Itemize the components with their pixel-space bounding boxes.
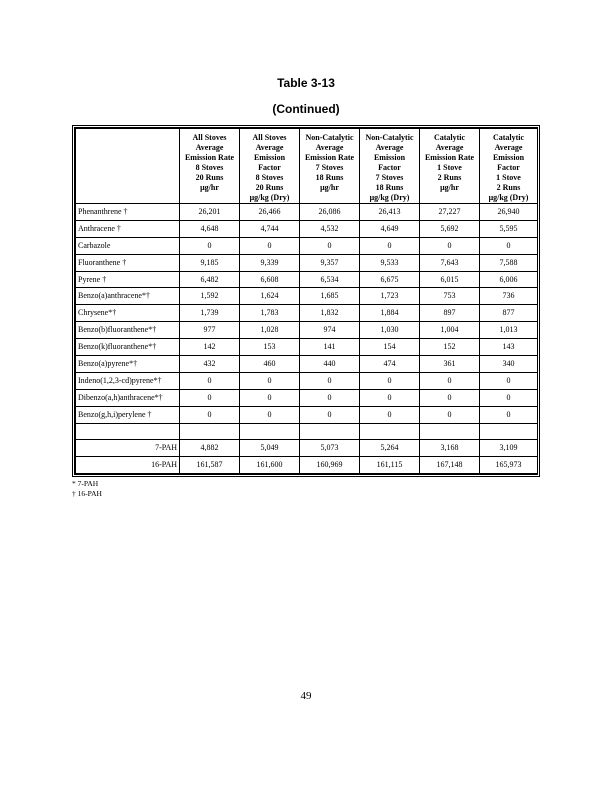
column-header-line: Average <box>494 143 523 152</box>
table-row <box>76 406 538 423</box>
value-cell: 6,015 <box>420 271 480 288</box>
value-cell: 4,648 <box>180 220 240 237</box>
column-header-2 <box>240 129 300 204</box>
column-header-line: μg/hr <box>320 183 339 192</box>
value-cell: 4,744 <box>240 220 300 237</box>
value-cell: 0 <box>360 406 420 423</box>
compound-name: Fluoranthene † <box>76 254 180 271</box>
value-cell: 1,592 <box>180 288 240 305</box>
value-cell: 6,006 <box>480 271 538 288</box>
column-header-line: 20 Runs <box>195 173 224 182</box>
value-cell: 974 <box>300 322 360 339</box>
blank-cell <box>360 423 420 440</box>
value-cell: 154 <box>360 339 420 356</box>
column-header-line: Emission Rate <box>184 153 235 162</box>
value-cell: 0 <box>480 406 538 423</box>
emission-table <box>75 128 538 474</box>
value-cell: 4,882 <box>180 440 240 457</box>
value-cell: 0 <box>240 237 300 254</box>
column-header-line: 18 Runs <box>315 173 344 182</box>
column-header-line: Average <box>435 143 464 152</box>
column-header-line: 1 Stove <box>437 163 462 172</box>
table-row <box>76 356 538 373</box>
column-header-line: Factor <box>258 163 281 172</box>
table-row <box>76 389 538 406</box>
compound-name: Anthracene † <box>76 220 180 237</box>
table-row <box>76 254 538 271</box>
column-header-line: Catalytic <box>433 133 466 142</box>
total-label: 7-PAH <box>76 440 180 457</box>
compound-name: Benzo(a)anthracene*† <box>76 288 180 305</box>
value-cell: 736 <box>480 288 538 305</box>
compound-name: Benzo(a)pyrene*† <box>76 356 180 373</box>
column-header-line: 7 Stoves <box>375 173 404 182</box>
table-row <box>76 305 538 322</box>
value-cell: 5,049 <box>240 440 300 457</box>
column-header-4 <box>360 129 420 204</box>
table-subtitle: (Continued) <box>272 102 340 116</box>
data-table-container <box>72 125 540 477</box>
value-cell: 26,940 <box>480 204 538 221</box>
column-header-line: 8 Stoves <box>195 163 224 172</box>
value-cell: 0 <box>180 389 240 406</box>
table-row <box>76 288 538 305</box>
blank-cell <box>180 423 240 440</box>
value-cell: 4,649 <box>360 220 420 237</box>
value-cell: 0 <box>300 406 360 423</box>
column-header-1 <box>180 129 240 204</box>
column-header-line: 18 Runs <box>375 183 404 192</box>
value-cell: 474 <box>360 356 420 373</box>
column-header-line: Average <box>195 143 224 152</box>
total-row <box>76 440 538 457</box>
table-row <box>76 204 538 221</box>
value-cell: 143 <box>480 339 538 356</box>
value-cell: 1,004 <box>420 322 480 339</box>
value-cell: 9,357 <box>300 254 360 271</box>
value-cell: 977 <box>180 322 240 339</box>
blank-cell <box>480 423 538 440</box>
compound-name: Chrysene*† <box>76 305 180 322</box>
value-cell: 26,466 <box>240 204 300 221</box>
value-cell: 0 <box>420 372 480 389</box>
value-cell: 3,109 <box>480 440 538 457</box>
value-cell: 161,587 <box>180 457 240 474</box>
compound-name: Carbazole <box>76 237 180 254</box>
value-cell: 1,028 <box>240 322 300 339</box>
compound-name: Dibenzo(a,h)anthracene*† <box>76 389 180 406</box>
column-header-line: Average <box>375 143 404 152</box>
total-row <box>76 457 538 474</box>
value-cell: 26,086 <box>300 204 360 221</box>
column-header-line: 20 Runs <box>255 183 284 192</box>
value-cell: 27,227 <box>420 204 480 221</box>
value-cell: 3,168 <box>420 440 480 457</box>
column-header-line: Factor <box>497 163 520 172</box>
value-cell: 26,201 <box>180 204 240 221</box>
table-title: Table 3-13 <box>277 76 335 90</box>
blank-cell <box>76 423 180 440</box>
table-row <box>76 237 538 254</box>
value-cell: 6,675 <box>360 271 420 288</box>
value-cell: 6,608 <box>240 271 300 288</box>
column-header-line: 7 Stoves <box>315 163 344 172</box>
value-cell: 0 <box>240 389 300 406</box>
compound-name: Benzo(b)fluoranthene*† <box>76 322 180 339</box>
column-header-line: 2 Runs <box>496 183 521 192</box>
value-cell: 6,482 <box>180 271 240 288</box>
table-body <box>76 204 538 474</box>
blank-cell <box>420 423 480 440</box>
value-cell: 142 <box>180 339 240 356</box>
value-cell: 440 <box>300 356 360 373</box>
value-cell: 5,692 <box>420 220 480 237</box>
value-cell: 6,534 <box>300 271 360 288</box>
blank-cell <box>300 423 360 440</box>
page-number: 49 <box>300 690 312 702</box>
column-header-line: All Stoves <box>192 133 227 142</box>
value-cell: 0 <box>180 406 240 423</box>
value-cell: 26,413 <box>360 204 420 221</box>
spacer-row <box>76 423 538 440</box>
value-cell: 160,969 <box>300 457 360 474</box>
value-cell: 1,013 <box>480 322 538 339</box>
value-cell: 460 <box>240 356 300 373</box>
footnote-16pah: † 16-PAH <box>72 489 102 498</box>
value-cell: 0 <box>360 237 420 254</box>
column-header-line: Non-Catalytic <box>365 133 414 142</box>
column-header-line: μg/kg (Dry) <box>488 193 529 202</box>
column-header-line: 8 Stoves <box>255 173 284 182</box>
value-cell: 161,115 <box>360 457 420 474</box>
value-cell: 5,264 <box>360 440 420 457</box>
column-header-line: 1 Stove <box>496 173 521 182</box>
column-header-line: Catalytic <box>492 133 525 142</box>
compound-name: Pyrene † <box>76 271 180 288</box>
value-cell: 877 <box>480 305 538 322</box>
value-cell: 9,339 <box>240 254 300 271</box>
value-cell: 7,643 <box>420 254 480 271</box>
value-cell: 1,783 <box>240 305 300 322</box>
value-cell: 0 <box>300 237 360 254</box>
column-header-line: Non-Catalytic <box>305 133 354 142</box>
value-cell: 9,533 <box>360 254 420 271</box>
value-cell: 167,148 <box>420 457 480 474</box>
value-cell: 432 <box>180 356 240 373</box>
column-header-line: Average <box>315 143 344 152</box>
value-cell: 0 <box>240 406 300 423</box>
value-cell: 0 <box>300 389 360 406</box>
value-cell: 753 <box>420 288 480 305</box>
column-header-line: Emission Rate <box>304 153 355 162</box>
column-header-5 <box>420 129 480 204</box>
value-cell: 340 <box>480 356 538 373</box>
header-row <box>76 129 538 204</box>
column-header-line: Emission Rate <box>424 153 475 162</box>
value-cell: 0 <box>420 237 480 254</box>
value-cell: 0 <box>180 372 240 389</box>
footnote-7pah: * 7-PAH <box>72 479 99 488</box>
compound-name: Indeno(1,2,3-cd)pyrene*† <box>76 372 180 389</box>
table-row <box>76 271 538 288</box>
value-cell: 152 <box>420 339 480 356</box>
column-header-line: Factor <box>378 163 401 172</box>
value-cell: 1,685 <box>300 288 360 305</box>
value-cell: 0 <box>360 389 420 406</box>
table-row <box>76 372 538 389</box>
value-cell: 0 <box>300 372 360 389</box>
value-cell: 5,595 <box>480 220 538 237</box>
value-cell: 4,532 <box>300 220 360 237</box>
column-header-line: μg/hr <box>440 183 459 192</box>
compound-name: Benzo(g,h,i)perylene † <box>76 406 180 423</box>
value-cell: 1,739 <box>180 305 240 322</box>
value-cell: 1,624 <box>240 288 300 305</box>
table-row <box>76 220 538 237</box>
value-cell: 161,600 <box>240 457 300 474</box>
value-cell: 0 <box>420 389 480 406</box>
value-cell: 0 <box>240 372 300 389</box>
column-header-line: μg/kg (Dry) <box>369 193 410 202</box>
value-cell: 1,884 <box>360 305 420 322</box>
compound-name: Benzo(k)fluoranthene*† <box>76 339 180 356</box>
header-blank-cell <box>76 129 180 204</box>
column-header-line: μg/kg (Dry) <box>249 193 290 202</box>
value-cell: 0 <box>180 237 240 254</box>
column-header-line: 2 Runs <box>437 173 462 182</box>
blank-cell <box>240 423 300 440</box>
value-cell: 1,030 <box>360 322 420 339</box>
value-cell: 0 <box>480 372 538 389</box>
value-cell: 7,588 <box>480 254 538 271</box>
table-row <box>76 322 538 339</box>
value-cell: 5,073 <box>300 440 360 457</box>
column-header-line: Emission <box>253 153 286 162</box>
column-header-3 <box>300 129 360 204</box>
column-header-line: Emission <box>492 153 525 162</box>
value-cell: 897 <box>420 305 480 322</box>
value-cell: 1,832 <box>300 305 360 322</box>
table-row <box>76 339 538 356</box>
value-cell: 165,973 <box>480 457 538 474</box>
value-cell: 0 <box>360 372 420 389</box>
value-cell: 1,723 <box>360 288 420 305</box>
column-header-line: Average <box>255 143 284 152</box>
column-header-line: All Stoves <box>252 133 287 142</box>
value-cell: 0 <box>480 389 538 406</box>
value-cell: 361 <box>420 356 480 373</box>
column-header-line: μg/hr <box>200 183 219 192</box>
value-cell: 153 <box>240 339 300 356</box>
value-cell: 9,185 <box>180 254 240 271</box>
column-header-line: Emission <box>373 153 406 162</box>
value-cell: 0 <box>480 237 538 254</box>
column-header-6 <box>480 129 538 204</box>
value-cell: 0 <box>420 406 480 423</box>
value-cell: 141 <box>300 339 360 356</box>
compound-name: Phenanthrene † <box>76 204 180 221</box>
total-label: 16-PAH <box>76 457 180 474</box>
